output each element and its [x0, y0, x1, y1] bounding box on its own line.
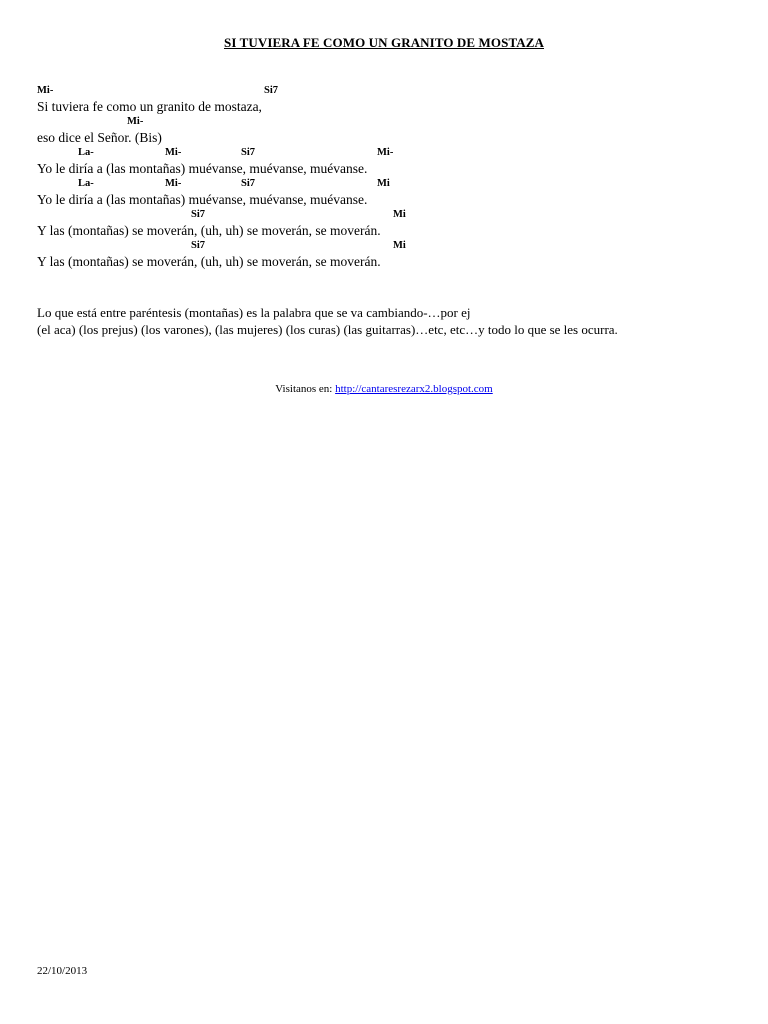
chord: Mi — [393, 240, 406, 251]
note-line: Lo que está entre paréntesis (montañas) es la palabra que se va cambiando-…por ej — [37, 305, 471, 320]
explanation-note — [37, 304, 618, 338]
lyric-line: Yo le diría a (las montañas) muévanse, muévanse, muévanse. — [37, 161, 368, 176]
chord: Si7 — [264, 85, 279, 96]
note-line: (el aca) (los prejus) (los varones), (las mujeres) (los curas) (las guitarras)…etc, etc…y todo lo que se les ocurra. — [37, 322, 618, 337]
chord-line — [37, 115, 737, 129]
chord: Si7 — [241, 178, 256, 189]
chord: Mi- — [377, 147, 394, 158]
lyric-line: eso dice el Señor. (Bis) — [37, 130, 162, 145]
chord: Mi- — [127, 116, 144, 127]
visit-label: Visitanos en: — [275, 383, 333, 395]
visit-line — [0, 381, 768, 397]
chord-line — [37, 84, 737, 98]
chord-line — [37, 208, 737, 222]
song-title: SI TUVIERA FE COMO UN GRANITO DE MOSTAZA — [223, 35, 545, 50]
chord: Mi- — [37, 85, 54, 96]
chord-line — [37, 177, 737, 191]
chord-line — [37, 239, 737, 253]
chord: Si7 — [191, 240, 206, 251]
chord: La- — [78, 147, 94, 158]
blog-link[interactable]: http://cantaresrezarx2.blogspot.com — [335, 383, 493, 395]
chord: Si7 — [191, 209, 206, 220]
chord: Mi — [393, 209, 406, 220]
chord-line — [37, 146, 737, 160]
chord: Si7 — [241, 147, 256, 158]
chord: Mi- — [165, 178, 182, 189]
lyric-line: Si tuviera fe como un granito de mostaza, — [37, 99, 262, 114]
chord: Mi — [377, 178, 390, 189]
footer-date: 22/10/2013 — [37, 965, 88, 977]
song-body — [37, 84, 737, 270]
lyric-line: Y las (montañas) se moverán, (uh, uh) se moverán, se moverán. — [37, 223, 381, 238]
chord: Mi- — [165, 147, 182, 158]
lyric-line: Yo le diría a (las montañas) muévanse, muévanse, muévanse. — [37, 192, 368, 207]
chord: La- — [78, 178, 94, 189]
lyric-line: Y las (montañas) se moverán, (uh, uh) se moverán, se moverán. — [37, 254, 381, 269]
